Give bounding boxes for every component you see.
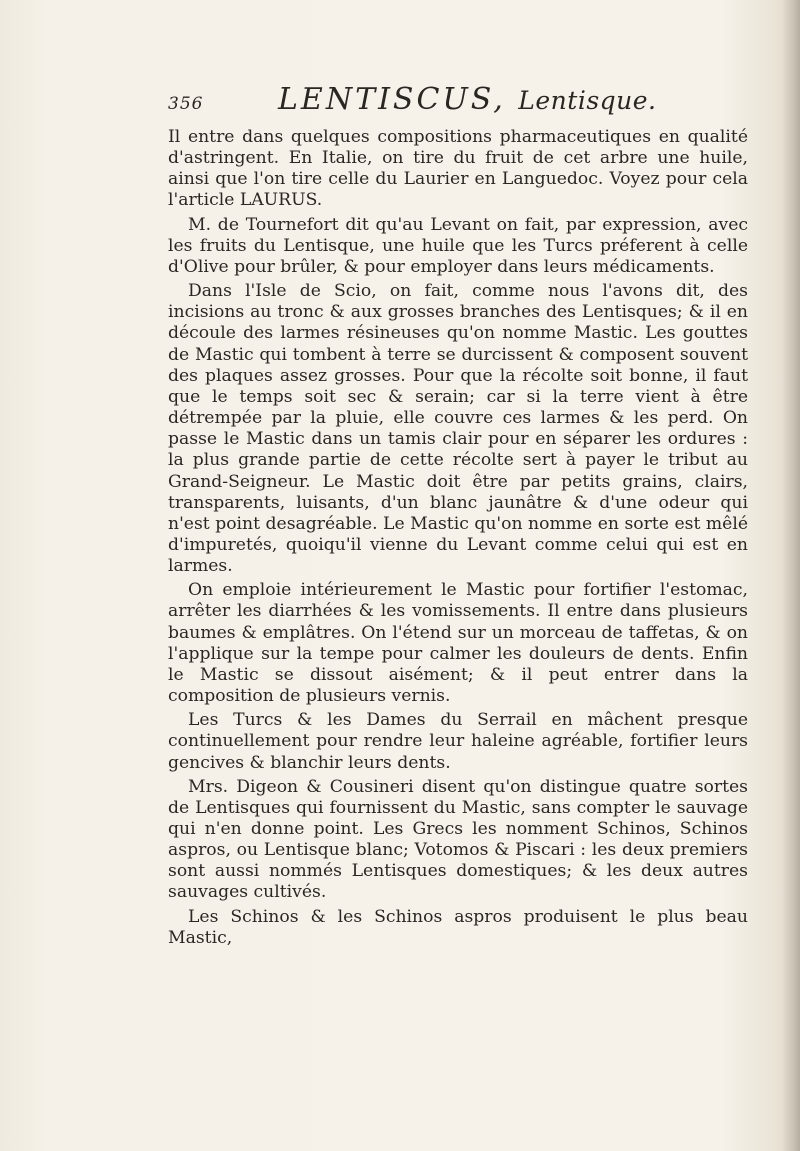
paragraph: Les Turcs & les Dames du Serrail en mâchent presque continuellement pour rendre leur haleine agréable, fortifier leurs gencives & blanchir leurs dents. (168, 710, 748, 773)
running-title (278, 82, 657, 117)
page-number: 356 (168, 94, 204, 114)
paragraph: M. de Tournefort dit qu'au Levant on fait, par expression, avec les fruits du Lentisque, une huile que les Turcs préferent à celle d'Olive pour brûler, & pour employer dans leurs médicaments. (168, 214, 748, 277)
running-title-main: LENTISCUS (278, 82, 494, 117)
body-text (168, 127, 748, 949)
paragraph: Mrs. Digeon & Cousineri disent qu'on distingue quatre sortes de Lentisques qui fournissent du Mastic, sans compter le sauvage qui n'en donne point. Les Grecs les nomment Schinos, Schinos aspros, ou Lentisque blanc; Votomos & Piscari : les deux premiers sont aussi nommés Lentisques domestiques; & les deux autres sauvages cultivés. (168, 776, 748, 903)
page-edge-shadow (782, 0, 800, 1151)
page-header (168, 82, 758, 122)
running-title-subtitle: Lentisque. (518, 86, 657, 115)
paragraph: On emploie intérieurement le Mastic pour fortifier l'estomac, arrêter les diarrhées & les vomissements. Il entre dans plusieurs baumes & emplâtres. On l'étend sur un morceau de taffetas, & on l'applique sur la tempe pour calmer les douleurs de dents. Enfin le Mastic se dissout aisément; & il peut entrer dans la composition de plusieurs vernis. (168, 580, 748, 707)
running-title-separator: , (493, 82, 519, 117)
paragraph: Il entre dans quelques compositions pharmaceutiques en qualité d'astringent. En Italie, on tire du fruit de cet arbre une huile, ainsi que l'on tire celle du Laurier en Languedoc. Voyez pour cela l'article LAURUS. (168, 127, 748, 211)
paragraph: Les Schinos & les Schinos aspros produisent le plus beau Mastic, (168, 906, 748, 948)
paragraph: Dans l'Isle de Scio, on fait, comme nous l'avons dit, des incisions au tronc & aux grosses branches des Lentisques; & il en découle des larmes résineuses qu'on nomme Mastic. Les gouttes de Mastic qui tombent à terre se durcissent & composent souvent des plaques assez grosses. Pour que la récolte soit bonne, il faut que le temps soit sec & serain; car si la terre vient à être détrempée par la pluie, elle couvre ces larmes & les perd. On passe le Mastic dans un tamis clair pour en séparer les ordures : la plus grande partie de cette récolte sert à payer le tribut au Grand-Seigneur. Le Mastic doit être par petits grains, clairs, transparents, luisants, d'un blanc jaunâtre & d'une odeur qui n'est point desagréable. Le Mastic qu'on nomme en sorte est mêlé d'impuretés, quoiqu'il vienne du Levant comme celui qui est en larmes. (168, 281, 748, 577)
